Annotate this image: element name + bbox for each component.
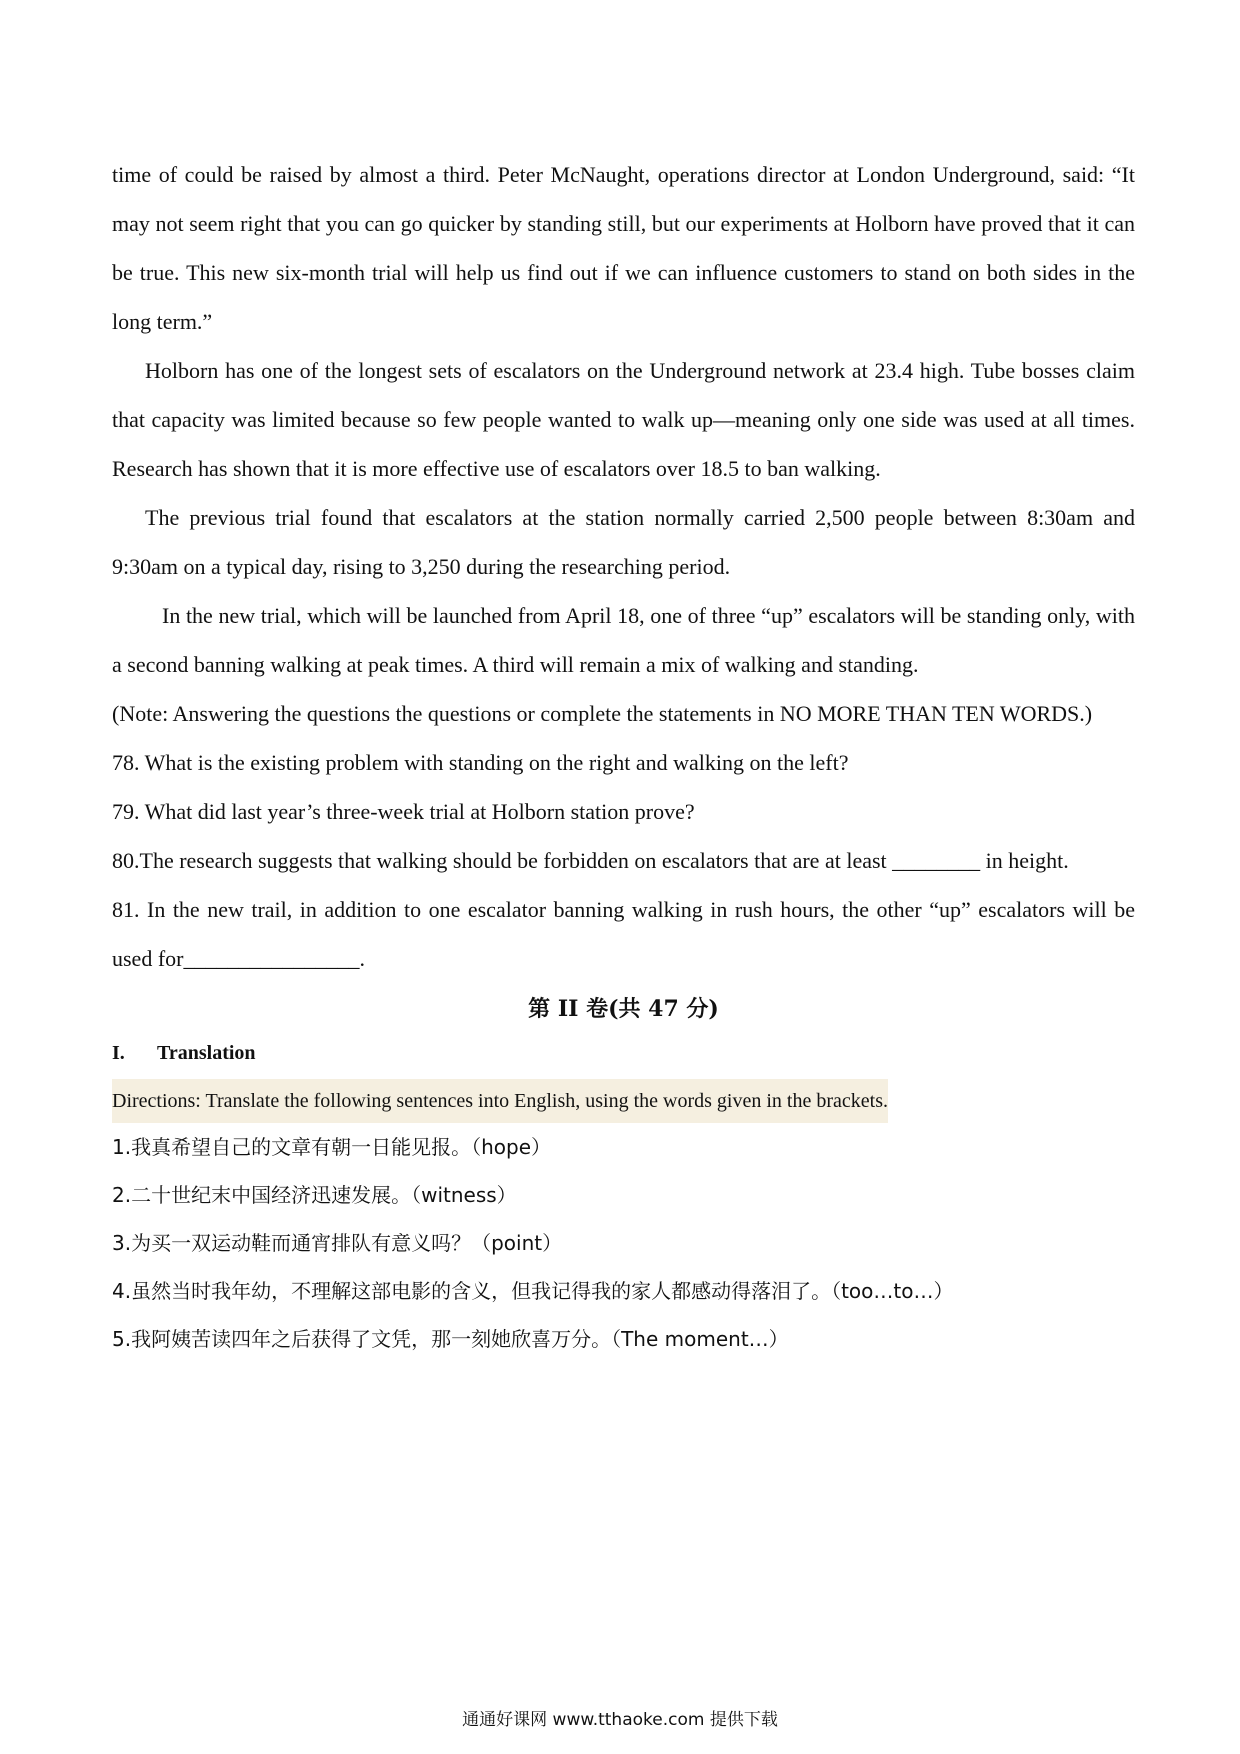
passage-paragraph-1: time of could be raised by almost a third. Peter McNaught, operations director at London Underground, said: “It may not seem right that you can go quicker by standing still, but our experiments at Holborn have proved that it can be true. This new six-month trial will help us find out if we can influence customers to stand on both sides in the long term.” [112, 162, 1135, 334]
directions: Directions: Translate the following sentences into English, using the words given in the brackets. [112, 1079, 888, 1123]
directions-wrapper [112, 1073, 1135, 1123]
page-footer: 通通好课网 www.tthaoke.com 提供下载 [462, 1710, 778, 1730]
passage-paragraph-2: Holborn has one of the longest sets of escalators on the Underground network at 23.4 high. Tube bosses claim that capacity was limited because so few people wanted to walk up—meaning only one side was used at all times. Research has shown that it is more effective use of escalators over 18.5 to ban walking. [112, 358, 1135, 481]
question-78: 78. What is the existing problem with standing on the right and walking on the left? [112, 750, 849, 775]
translation-item-5: 5.我阿姨苦读四年之后获得了文凭，那一刻她欣喜万分。（The moment…） [112, 1327, 789, 1351]
document-body [112, 150, 1135, 1363]
question-80: 80.The research suggests that walking should be forbidden on escalators that are at least ________ in height. [112, 848, 1069, 873]
translation-item-1: 1.我真希望自己的文章有朝一日能见报。（hope） [112, 1135, 551, 1159]
section-heading-text: Translation [157, 1042, 256, 1064]
question-79: 79. What did last year’s three-week trial at Holborn station prove? [112, 799, 695, 824]
passage-paragraph-3: The previous trial found that escalators at the station normally carried 2,500 people between 8:30am and 9:30am on a typical day, rising to 3,250 during the researching period. [112, 505, 1135, 579]
translation-item-2: 2.二十世纪末中国经济迅速发展。（witness） [112, 1183, 517, 1207]
translation-item-4: 4.虽然当时我年幼，不理解这部电影的含义，但我记得我的家人都感动得落泪了。（too…to…） [112, 1279, 954, 1303]
section-heading [112, 1033, 1135, 1073]
question-81: 81. In the new trail, in addition to one escalator banning walking in rush hours, the other “up” escalators will be used for________________. [112, 897, 1135, 971]
section-heading-number: I. [112, 1042, 125, 1064]
passage-paragraph-4: In the new trial, which will be launched from April 18, one of three “up” escalators will be standing only, with a second banning walking at peak times. A third will remain a mix of walking and standing. [112, 603, 1135, 677]
translation-item-3: 3.为买一双运动鞋而通宵排队有意义吗？（point） [112, 1231, 563, 1255]
section-title: 第 II 卷(共 47 分) [528, 996, 719, 1022]
note: (Note: Answering the questions the questions or complete the statements in NO MORE THAN TEN WORDS.) [112, 701, 1093, 726]
